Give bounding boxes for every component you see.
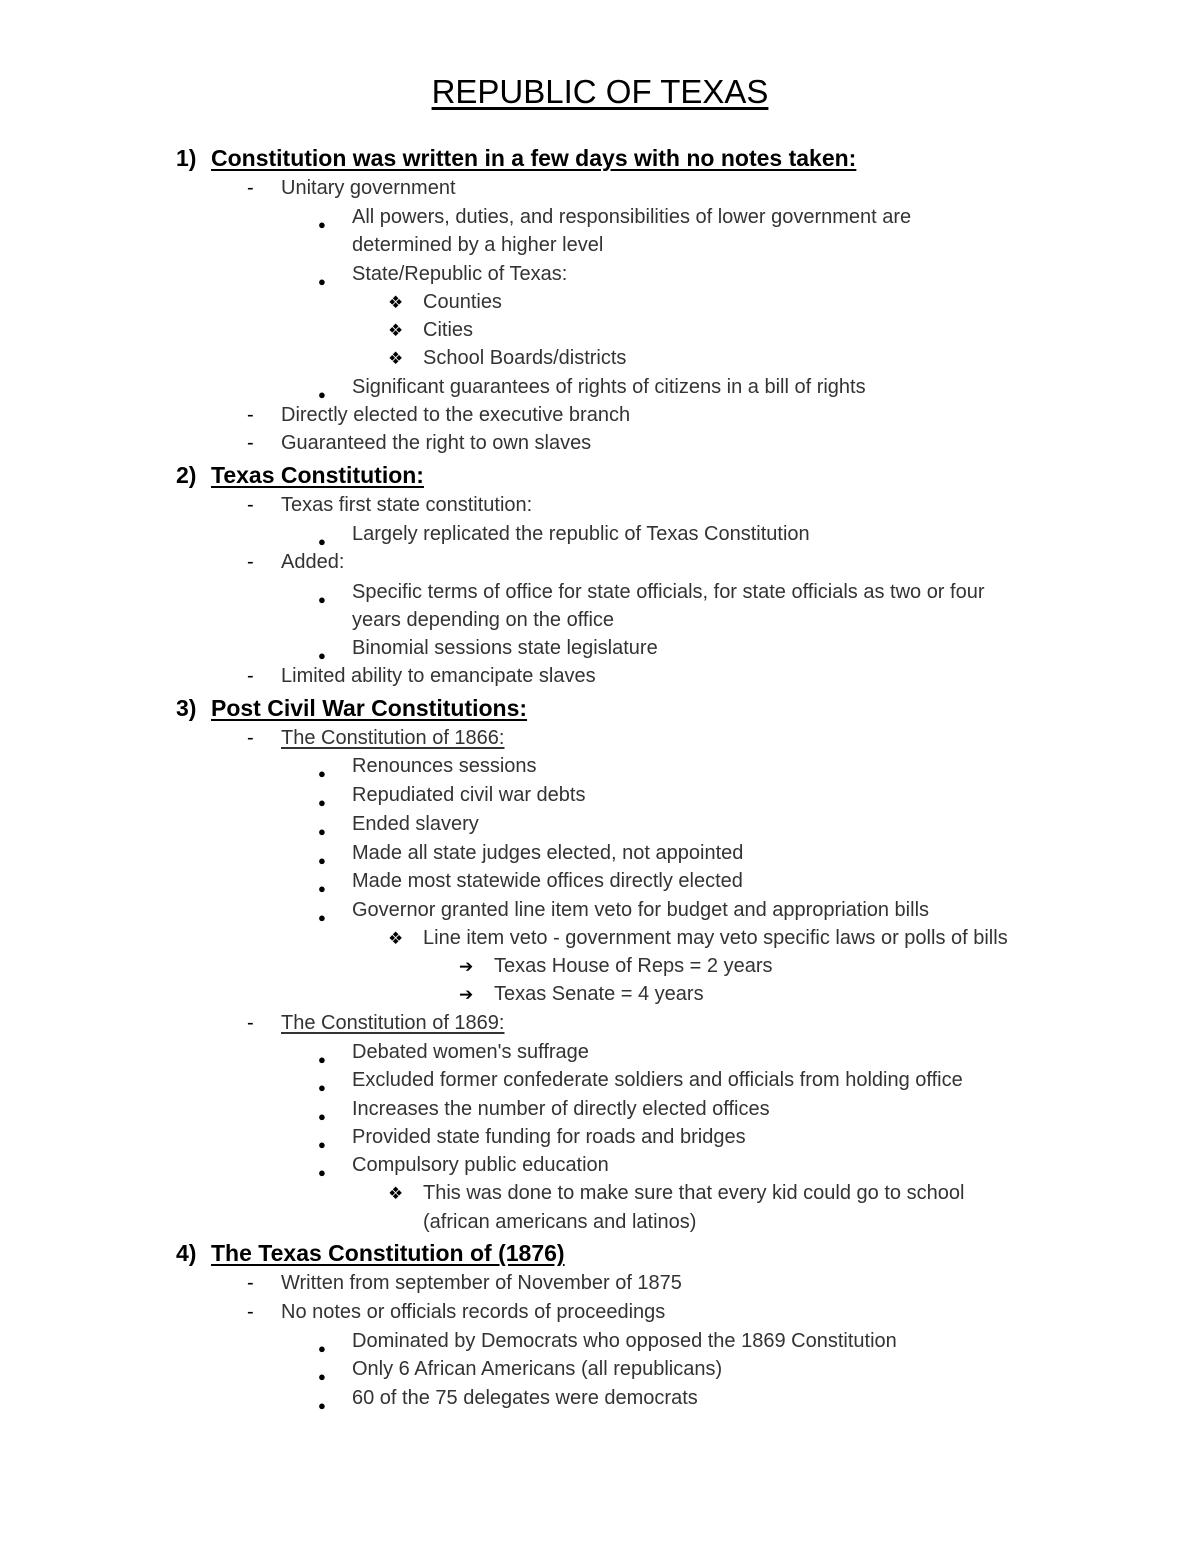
section-heading (176, 693, 1076, 723)
dash-marker: - (247, 665, 254, 687)
list-item (318, 1095, 1150, 1123)
list-item-text: Dominated by Democrats who opposed the 1869 Constitution (352, 1330, 897, 1352)
list-item-text: The Constitution of 1866: (281, 727, 505, 749)
section-heading-text: The Texas Constitution of (1876) (211, 1240, 565, 1266)
list-item-text: Texas first state constitution: (281, 494, 533, 516)
list-item (247, 1009, 1150, 1037)
list-item-text: No notes or officials records of proceedings (281, 1301, 666, 1323)
bullet-icon: ● (318, 766, 326, 781)
list-item-text: 60 of the 75 delegates were democrats (352, 1387, 698, 1409)
list-item-text: Line item veto - government may veto specific laws or polls of bills (423, 927, 1008, 949)
bullet-icon: ● (318, 795, 326, 810)
dash-marker: - (247, 494, 254, 516)
list-item-text: Limited ability to emancipate slaves (281, 665, 596, 687)
list-item-text: Significant guarantees of rights of citizens in a bill of rights (352, 376, 866, 398)
list-item (247, 724, 1150, 752)
list-item-text: Binomial sessions state legislature (352, 637, 658, 659)
list-item (459, 980, 1150, 1008)
list-item-text: Increases the number of directly elected offices (352, 1098, 770, 1120)
list-item (247, 174, 1150, 202)
list-item (388, 288, 1150, 316)
arrow-bullet-icon: ➔ (459, 957, 474, 976)
section-heading-text: Post Civil War Constitutions: (211, 695, 528, 721)
bullet-icon: ● (318, 217, 326, 232)
list-item-text: Cities (423, 319, 474, 341)
list-item (318, 839, 1150, 867)
list-item-text: Counties (423, 291, 502, 313)
list-item (318, 1327, 1150, 1355)
list-item-text: Ended slavery (352, 813, 479, 835)
list-item-text: Debated women's suffrage (352, 1041, 589, 1063)
dash-marker: - (247, 1012, 254, 1034)
bullet-icon: ● (318, 1398, 326, 1413)
section-heading (176, 460, 1076, 490)
list-item (388, 344, 1150, 372)
list-item-text: Excluded former confederate soldiers and officials from holding office (352, 1069, 963, 1091)
bullet-icon: ● (318, 592, 326, 607)
bullet-icon: ● (318, 1109, 326, 1124)
dash-marker: - (247, 727, 254, 749)
list-item (247, 1298, 1150, 1326)
bullet-icon: ● (318, 387, 326, 402)
list-item (318, 867, 1150, 895)
dash-marker: - (247, 404, 254, 426)
list-item (318, 1151, 1150, 1179)
dash-marker: - (247, 432, 254, 454)
section-heading (176, 143, 1076, 173)
list-item (247, 1269, 1150, 1297)
diamond-bullet-icon: ❖ (388, 929, 404, 948)
arrow-bullet-icon: ➔ (459, 985, 474, 1004)
list-item-text: All powers, duties, and responsibilities of lower government are (352, 206, 912, 228)
list-item (318, 203, 1150, 231)
list-item-text: The Constitution of 1869: (281, 1012, 505, 1034)
list-item-continuation: (african americans and latinos) (423, 1211, 697, 1233)
list-item (318, 373, 1150, 401)
section-heading-text: Texas Constitution: (211, 462, 424, 488)
document-title: REPUBLIC OF TEXAS (431, 73, 769, 110)
list-item-text: Repudiated civil war debts (352, 784, 586, 806)
list-item-text: Specific terms of office for state officials, for state officials as two or four (352, 581, 985, 603)
list-item (318, 520, 1150, 548)
list-item (388, 924, 1150, 952)
list-item-text: State/Republic of Texas: (352, 263, 568, 285)
list-item-text: Largely replicated the republic of Texas Constitution (352, 523, 810, 545)
bullet-icon: ● (318, 1137, 326, 1152)
list-item (318, 752, 1150, 780)
list-item (318, 1066, 1150, 1094)
bullet-icon: ● (318, 910, 326, 925)
list-item (247, 491, 1150, 519)
list-item (318, 1123, 1150, 1151)
dash-marker: - (247, 1301, 254, 1323)
list-item (318, 634, 1150, 662)
dash-marker: - (247, 177, 254, 199)
list-item (247, 662, 1150, 690)
section-heading (176, 1238, 1076, 1268)
list-item-text: Governor granted line item veto for budget and appropriation bills (352, 899, 930, 921)
list-item (318, 1038, 1150, 1066)
list-item (318, 810, 1150, 838)
section-heading-text: Constitution was written in a few days with no notes taken: (211, 145, 857, 171)
list-item (388, 1179, 1150, 1207)
list-item (318, 1384, 1150, 1412)
bullet-icon: ● (318, 881, 326, 896)
bullet-icon: ● (318, 1165, 326, 1180)
list-item-text: Texas House of Reps = 2 years (494, 955, 773, 977)
list-item-continuation: years depending on the office (352, 609, 615, 631)
list-item (247, 401, 1150, 429)
section-number: 1) (176, 145, 197, 171)
list-item-text: Unitary government (281, 177, 456, 199)
list-item-continuation: determined by a higher level (352, 234, 604, 256)
bullet-icon: ● (318, 1080, 326, 1095)
list-item-text: Added: (281, 551, 345, 573)
dash-marker: - (247, 551, 254, 573)
list-item-text: Texas Senate = 4 years (494, 983, 704, 1005)
list-item (247, 548, 1150, 576)
diamond-bullet-icon: ❖ (388, 293, 404, 312)
list-item (459, 952, 1150, 980)
list-item (318, 896, 1150, 924)
list-item-text: School Boards/districts (423, 347, 627, 369)
list-item-text: Compulsory public education (352, 1154, 609, 1176)
section-number: 2) (176, 462, 197, 488)
bullet-icon: ● (318, 534, 326, 549)
list-item-text: Written from september of November of 1875 (281, 1272, 682, 1294)
list-item-text: Directly elected to the executive branch (281, 404, 631, 426)
diamond-bullet-icon: ❖ (388, 321, 404, 340)
list-item (247, 429, 1150, 457)
list-item (388, 316, 1150, 344)
list-item (318, 260, 1150, 288)
list-item-text: Provided state funding for roads and bridges (352, 1126, 746, 1148)
list-item-text: Renounces sessions (352, 755, 537, 777)
list-item (318, 578, 1150, 606)
list-item-text: Only 6 African Americans (all republicans) (352, 1358, 723, 1380)
list-item-text: Guaranteed the right to own slaves (281, 432, 592, 454)
list-item (318, 1355, 1150, 1383)
list-item-text: Made all state judges elected, not appointed (352, 842, 744, 864)
list-item (318, 781, 1150, 809)
bullet-icon: ● (318, 824, 326, 839)
list-item-text: This was done to make sure that every kid could go to school (423, 1182, 965, 1204)
diamond-bullet-icon: ❖ (388, 349, 404, 368)
bullet-icon: ● (318, 648, 326, 663)
section-number: 3) (176, 695, 197, 721)
bullet-icon: ● (318, 1052, 326, 1067)
bullet-icon: ● (318, 1369, 326, 1384)
dash-marker: - (247, 1272, 254, 1294)
bullet-icon: ● (318, 274, 326, 289)
list-item-text: Made most statewide offices directly elected (352, 870, 743, 892)
bullet-icon: ● (318, 1341, 326, 1356)
bullet-icon: ● (318, 853, 326, 868)
section-number: 4) (176, 1240, 197, 1266)
diamond-bullet-icon: ❖ (388, 1184, 404, 1203)
